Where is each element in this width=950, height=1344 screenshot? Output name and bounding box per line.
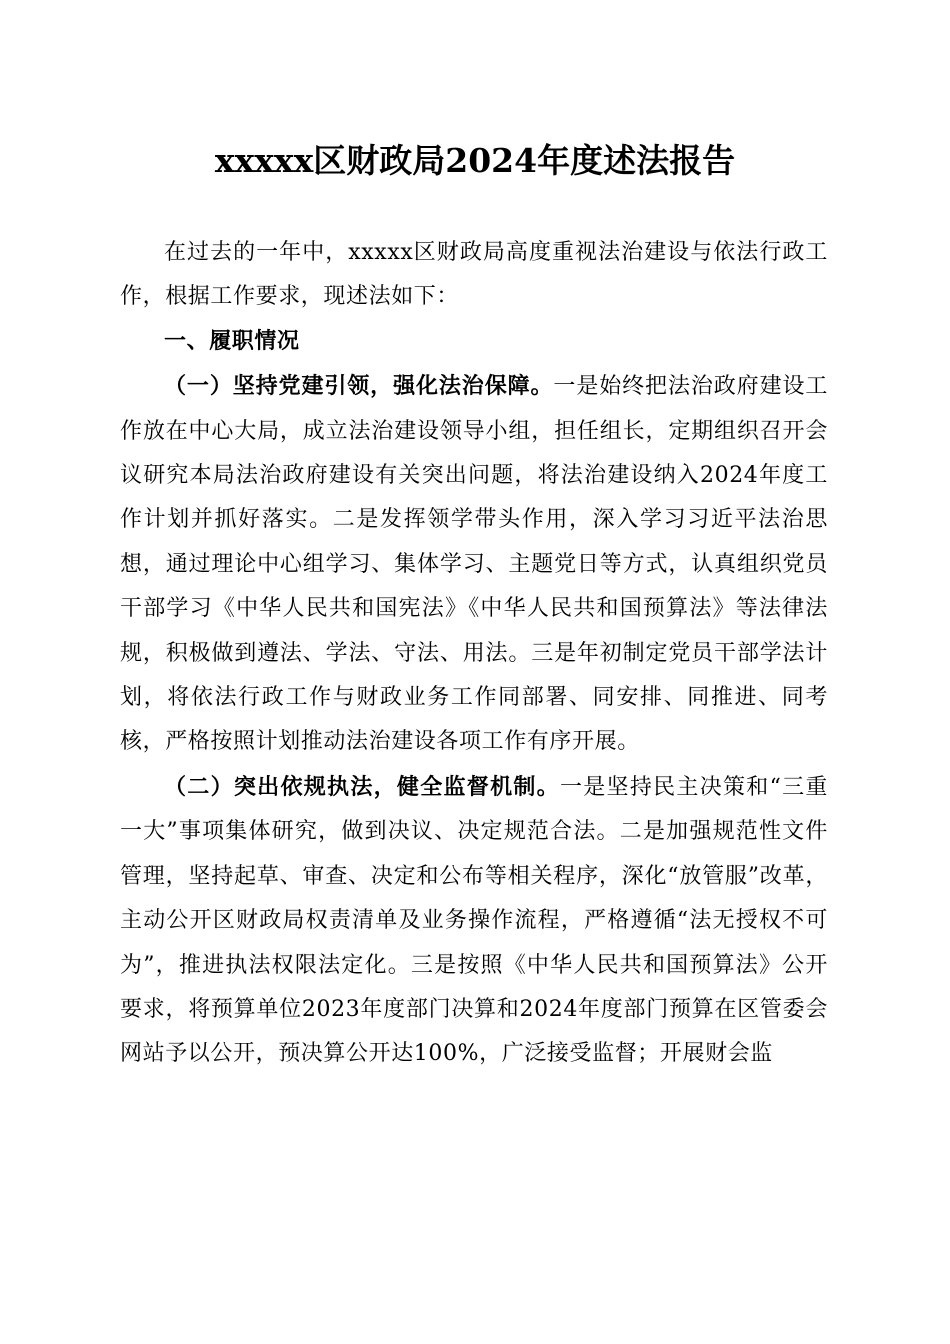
paragraph-1-text: 一是始终把法治政府建设工作放在中心大局，成立法治建设领导小组，担任组长，定期组织召开会议研究本局法治政府建设有关突出问题，将法治建设纳入2024年度工作计划并抓好落实。二是发挥领学带头作用，深入学习习近平法治思想，通过理论中心组学习、集体学习、主题党日等方式，认真组织党员干部学习《中华人民共和国宪法》《中华人民共和国预算法》等法律法规，积极做到遵法、学法、守法、用法。三是年初制定党员干部学法计划，将依法行政工作与财政业务工作同部署、同安排、同推进、同考核，严格按照计划推动法治建设各项工作有序开展。 — [120, 374, 828, 755]
paragraph-2 — [120, 765, 828, 1077]
paragraph-1 — [120, 364, 828, 765]
section-heading: 一、履职情况 — [164, 328, 300, 354]
paragraph-2-text: 一是坚持民主决策和“三重一大”事项集体研究，做到决议、决定规范合法。二是加强规范性文件管理，坚持起草、审查、决定和公布等相关程序，深化“放管服”改革，主动公开区财政局权责清单及业务操作流程，严格遵循“法无授权不可为”，推进执法权限法定化。三是按照《中华人民共和国预算法》公开要求，将预算单位2023年度部门决算和2024年度部门预算在区管委会网站予以公开，预决算公开达100%，广泛接受监督；开展财会监 — [120, 774, 829, 1067]
document-title: xxxxx区财政局2024年度述法报告 — [214, 141, 736, 180]
document-body — [120, 231, 828, 1077]
paragraph-2-lead: （二）突出依规执法，健全监督机制。 — [164, 773, 560, 800]
paragraph-1-lead: （一）坚持党建引领，强化法治保障。 — [164, 373, 554, 400]
intro-paragraph: 在过去的一年中，xxxxx区财政局高度重视法治建设与依法行政工作，根据工作要求，现述法如下： — [120, 240, 828, 310]
